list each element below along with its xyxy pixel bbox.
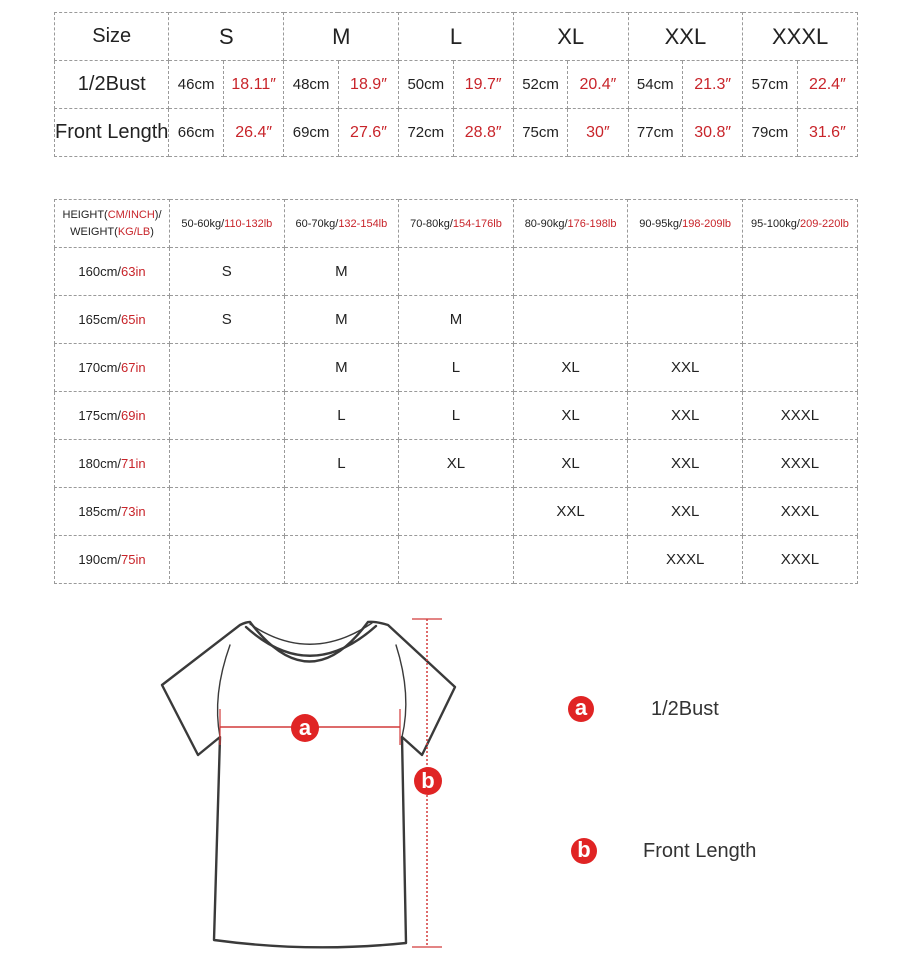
- inch-value: 30″: [568, 109, 628, 157]
- weight-range: 95-100kg/209-220lb: [742, 200, 857, 248]
- height-label: 165cm/65in: [55, 296, 170, 344]
- size-s: S: [169, 13, 284, 61]
- fit-size-cell: [628, 296, 743, 344]
- cm-value: 57cm: [743, 61, 797, 109]
- fit-row: [55, 488, 858, 536]
- height-label: 180cm/71in: [55, 440, 170, 488]
- weight-label-end: ): [150, 225, 154, 238]
- size-xxl: XXL: [628, 13, 743, 61]
- fit-corner-label: [55, 200, 170, 248]
- fit-size-cell: M: [284, 296, 399, 344]
- fit-size-cell: [399, 488, 514, 536]
- svg-text:b: b: [421, 768, 435, 793]
- inch-value: 18.11″: [223, 61, 284, 109]
- size-header-label: Size: [55, 13, 169, 61]
- fit-size-cell: L: [399, 344, 514, 392]
- fit-size-cell: M: [284, 248, 399, 296]
- size-header-row: [55, 13, 858, 61]
- fit-header-row: [55, 200, 858, 248]
- inch-value: 20.4″: [568, 61, 628, 109]
- fit-size-cell: XXL: [628, 392, 743, 440]
- fit-size-cell: [742, 248, 857, 296]
- fit-size-cell: [170, 536, 285, 584]
- fit-size-cell: [170, 392, 285, 440]
- inch-value: 27.6″: [338, 109, 398, 157]
- height-label: 170cm/67in: [55, 344, 170, 392]
- fit-size-cell: L: [284, 440, 399, 488]
- fit-row: [55, 392, 858, 440]
- fit-size-cell: [513, 248, 628, 296]
- fit-size-cell: XL: [513, 440, 628, 488]
- fit-size-cell: [513, 296, 628, 344]
- fit-size-cell: M: [284, 344, 399, 392]
- weight-range: 80-90kg/176-198lb: [513, 200, 628, 248]
- cm-value: 50cm: [399, 61, 453, 109]
- weight-range: 60-70kg/132-154lb: [284, 200, 399, 248]
- fit-row: [55, 248, 858, 296]
- fit-size-cell: XL: [399, 440, 514, 488]
- tshirt-outline: [162, 622, 455, 948]
- fit-size-cell: M: [399, 296, 514, 344]
- cm-value: 54cm: [628, 61, 682, 109]
- tshirt-diagram: [150, 605, 480, 955]
- cm-value: 66cm: [169, 109, 223, 157]
- fit-size-cell: XL: [513, 392, 628, 440]
- height-label: 175cm/69in: [55, 392, 170, 440]
- cm-value: 75cm: [513, 109, 567, 157]
- inch-value: 18.9″: [338, 61, 398, 109]
- inch-value: 30.8″: [682, 109, 742, 157]
- weight-range: 50-60kg/110-132lb: [170, 200, 285, 248]
- fit-size-cell: XXL: [628, 440, 743, 488]
- marker-a-badge: [291, 714, 319, 742]
- inch-value: 26.4″: [223, 109, 284, 157]
- fit-size-cell: [170, 440, 285, 488]
- fit-row: [55, 296, 858, 344]
- fit-size-cell: [284, 536, 399, 584]
- fit-size-cell: XXXL: [742, 440, 857, 488]
- inch-value: 19.7″: [453, 61, 513, 109]
- fit-size-cell: [399, 536, 514, 584]
- fit-size-cell: XXL: [513, 488, 628, 536]
- weight-range: 90-95kg/198-209lb: [628, 200, 743, 248]
- fit-size-cell: [284, 488, 399, 536]
- fit-size-cell: [742, 296, 857, 344]
- fit-size-cell: XXXL: [742, 392, 857, 440]
- weight-unit: KG/LB: [117, 225, 151, 238]
- fit-size-cell: [742, 344, 857, 392]
- fit-size-cell: S: [170, 248, 285, 296]
- fit-size-cell: [513, 536, 628, 584]
- fit-size-cell: S: [170, 296, 285, 344]
- height-label: HEIGHT(: [62, 209, 108, 221]
- fit-table-body: [55, 248, 858, 584]
- size-l: L: [399, 13, 514, 61]
- tshirt-collar: [246, 626, 376, 656]
- height-weight-fit-table: [54, 199, 858, 584]
- legend-label-bust: 1/2Bust: [651, 698, 719, 720]
- fit-size-cell: XXXL: [742, 536, 857, 584]
- fit-size-cell: XXL: [628, 344, 743, 392]
- weight-range: 70-80kg/154-176lb: [399, 200, 514, 248]
- inch-value: 21.3″: [682, 61, 742, 109]
- fit-row: [55, 536, 858, 584]
- cm-value: 77cm: [628, 109, 682, 157]
- fit-row: [55, 440, 858, 488]
- height-label: 190cm/75in: [55, 536, 170, 584]
- front-length-row: [55, 109, 858, 157]
- fit-size-cell: [170, 488, 285, 536]
- cm-value: 46cm: [169, 61, 223, 109]
- cm-value: 69cm: [284, 109, 338, 157]
- size-m: M: [284, 13, 399, 61]
- legend-marker-b: b: [571, 838, 597, 864]
- fit-size-cell: XL: [513, 344, 628, 392]
- cm-value: 79cm: [743, 109, 797, 157]
- marker-b-badge: [414, 767, 442, 795]
- size-xl: XL: [513, 13, 628, 61]
- height-label: 160cm/63in: [55, 248, 170, 296]
- height-label: 185cm/73in: [55, 488, 170, 536]
- row-label: 1/2Bust: [55, 61, 169, 109]
- bust-row: [55, 61, 858, 109]
- inch-value: 31.6″: [797, 109, 857, 157]
- fit-size-cell: XXXL: [742, 488, 857, 536]
- fit-size-cell: [399, 248, 514, 296]
- inch-value: 28.8″: [453, 109, 513, 157]
- legend-marker-a: a: [568, 696, 594, 722]
- inch-value: 22.4″: [797, 61, 857, 109]
- fit-size-cell: [628, 248, 743, 296]
- fit-size-cell: XXXL: [628, 536, 743, 584]
- fit-row: [55, 344, 858, 392]
- cm-value: 48cm: [284, 61, 338, 109]
- fit-size-cell: XXL: [628, 488, 743, 536]
- height-label-end: )/: [154, 209, 162, 221]
- fit-size-cell: [170, 344, 285, 392]
- height-unit: CM/INCH: [107, 209, 155, 221]
- legend-label-front-length: Front Length: [643, 840, 757, 862]
- size-measurement-table: [54, 12, 858, 157]
- weight-label: WEIGHT(: [70, 225, 118, 238]
- row-label: Front Length: [55, 109, 169, 157]
- svg-text:a: a: [298, 715, 312, 740]
- fit-size-cell: L: [399, 392, 514, 440]
- cm-value: 72cm: [399, 109, 453, 157]
- size-xxxl: XXXL: [743, 13, 858, 61]
- cm-value: 52cm: [513, 61, 567, 109]
- fit-size-cell: L: [284, 392, 399, 440]
